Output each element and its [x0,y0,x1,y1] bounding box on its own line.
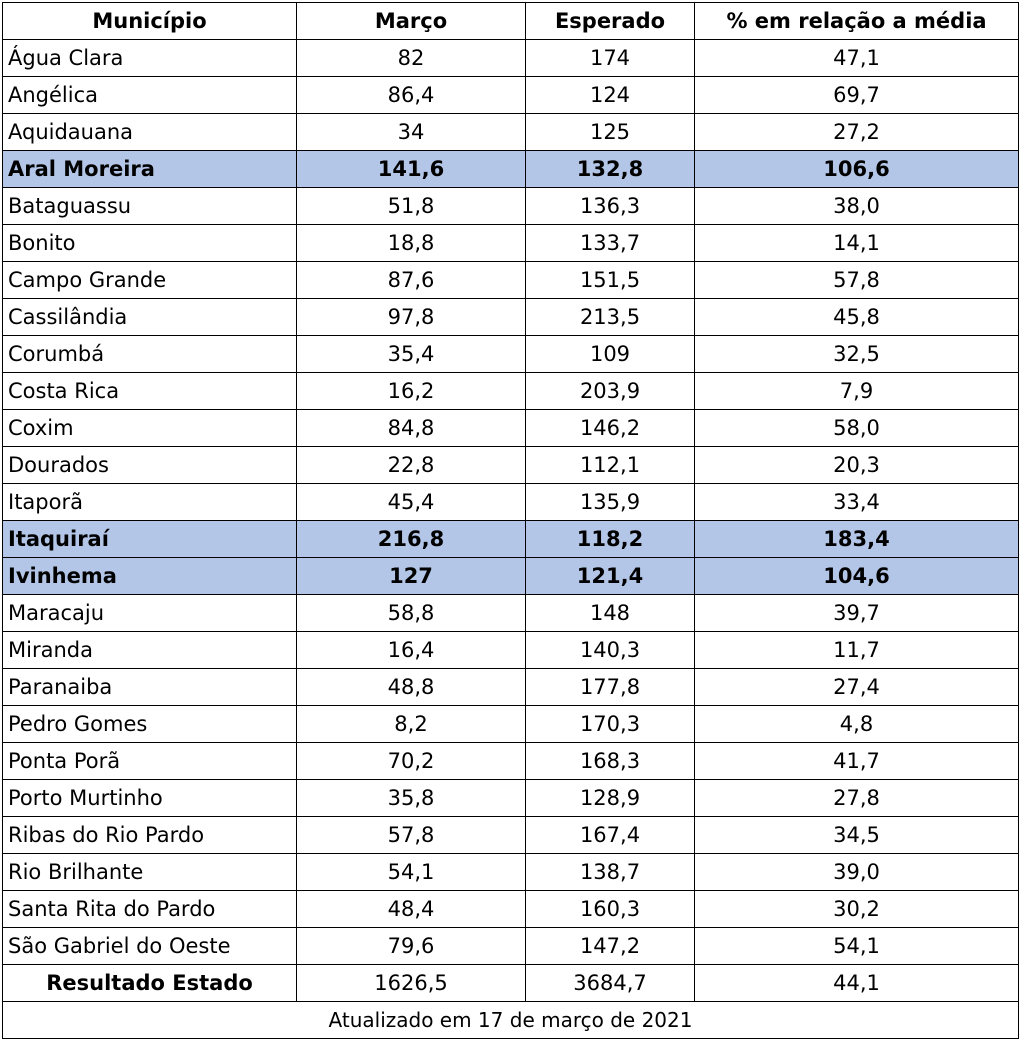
table-row [3,854,1019,891]
cell-municipio: Ivinhema [3,558,297,595]
cell-esperado: 174 [526,40,695,77]
cell-marco: 79,6 [297,928,526,965]
cell-municipio: Aral Moreira [3,151,297,188]
cell-esperado: 151,5 [526,262,695,299]
total-percent: 44,1 [695,965,1019,1002]
cell-esperado: 128,9 [526,780,695,817]
cell-percent: 33,4 [695,484,1019,521]
table-row [3,706,1019,743]
cell-esperado: 168,3 [526,743,695,780]
cell-esperado: 160,3 [526,891,695,928]
table-row [3,595,1019,632]
cell-percent: 39,0 [695,854,1019,891]
table-row [3,780,1019,817]
updated-note: Atualizado em 17 de março de 2021 [3,1002,1019,1039]
cell-marco: 70,2 [297,743,526,780]
header-row [3,3,1019,40]
cell-percent: 69,7 [695,77,1019,114]
cell-municipio: Costa Rica [3,373,297,410]
footer-row [3,1002,1019,1039]
table-row [3,336,1019,373]
cell-marco: 8,2 [297,706,526,743]
cell-municipio: Itaquiraí [3,521,297,558]
cell-percent: 32,5 [695,336,1019,373]
cell-marco: 216,8 [297,521,526,558]
cell-marco: 58,8 [297,595,526,632]
cell-municipio: Itaporã [3,484,297,521]
table-row [3,262,1019,299]
cell-esperado: 133,7 [526,225,695,262]
rainfall-table [2,2,1019,1039]
cell-percent: 20,3 [695,447,1019,484]
cell-percent: 27,8 [695,780,1019,817]
table-row [3,928,1019,965]
cell-esperado: 148 [526,595,695,632]
cell-marco: 22,8 [297,447,526,484]
cell-municipio: Bataguassu [3,188,297,225]
table-row [3,410,1019,447]
cell-percent: 58,0 [695,410,1019,447]
cell-esperado: 135,9 [526,484,695,521]
cell-municipio: Ribas do Rio Pardo [3,817,297,854]
total-row [3,965,1019,1002]
cell-municipio: Maracaju [3,595,297,632]
cell-municipio: Água Clara [3,40,297,77]
cell-marco: 51,8 [297,188,526,225]
cell-marco: 84,8 [297,410,526,447]
cell-percent: 30,2 [695,891,1019,928]
cell-marco: 18,8 [297,225,526,262]
cell-municipio: Santa Rita do Pardo [3,891,297,928]
cell-municipio: Pedro Gomes [3,706,297,743]
cell-percent: 27,4 [695,669,1019,706]
cell-percent: 54,1 [695,928,1019,965]
cell-marco: 97,8 [297,299,526,336]
table-row [3,447,1019,484]
cell-marco: 34 [297,114,526,151]
cell-percent: 7,9 [695,373,1019,410]
table-row [3,484,1019,521]
cell-percent: 41,7 [695,743,1019,780]
cell-percent: 57,8 [695,262,1019,299]
cell-percent: 14,1 [695,225,1019,262]
cell-esperado: 213,5 [526,299,695,336]
table-row [3,632,1019,669]
cell-marco: 16,2 [297,373,526,410]
cell-marco: 48,8 [297,669,526,706]
cell-municipio: Cassilândia [3,299,297,336]
cell-municipio: São Gabriel do Oeste [3,928,297,965]
table-row [3,817,1019,854]
cell-municipio: Porto Murtinho [3,780,297,817]
header-percent: % em relação a média [695,3,1019,40]
total-label: Resultado Estado [3,965,297,1002]
header-marco: Março [297,3,526,40]
cell-marco: 57,8 [297,817,526,854]
cell-percent: 47,1 [695,40,1019,77]
cell-municipio: Rio Brilhante [3,854,297,891]
cell-esperado: 147,2 [526,928,695,965]
cell-esperado: 138,7 [526,854,695,891]
cell-marco: 87,6 [297,262,526,299]
cell-percent: 34,5 [695,817,1019,854]
table-row [3,891,1019,928]
cell-esperado: 132,8 [526,151,695,188]
cell-esperado: 109 [526,336,695,373]
cell-marco: 127 [297,558,526,595]
cell-percent: 11,7 [695,632,1019,669]
total-marco: 1626,5 [297,965,526,1002]
header-municipio: Município [3,3,297,40]
cell-esperado: 125 [526,114,695,151]
cell-esperado: 167,4 [526,817,695,854]
cell-esperado: 121,4 [526,558,695,595]
table-row [3,225,1019,262]
cell-marco: 48,4 [297,891,526,928]
cell-municipio: Corumbá [3,336,297,373]
table-row [3,40,1019,77]
cell-percent: 183,4 [695,521,1019,558]
cell-municipio: Coxim [3,410,297,447]
table-row [3,114,1019,151]
cell-esperado: 112,1 [526,447,695,484]
cell-municipio: Dourados [3,447,297,484]
cell-municipio: Bonito [3,225,297,262]
cell-municipio: Campo Grande [3,262,297,299]
table-row [3,188,1019,225]
table-row [3,151,1019,188]
cell-percent: 45,8 [695,299,1019,336]
cell-municipio: Ponta Porã [3,743,297,780]
cell-esperado: 124 [526,77,695,114]
table-row [3,299,1019,336]
table-row [3,669,1019,706]
cell-esperado: 203,9 [526,373,695,410]
cell-marco: 141,6 [297,151,526,188]
cell-esperado: 136,3 [526,188,695,225]
table-row [3,373,1019,410]
cell-percent: 104,6 [695,558,1019,595]
cell-marco: 35,8 [297,780,526,817]
table-row [3,743,1019,780]
cell-municipio: Aquidauana [3,114,297,151]
cell-marco: 86,4 [297,77,526,114]
cell-percent: 27,2 [695,114,1019,151]
cell-esperado: 170,3 [526,706,695,743]
header-esperado: Esperado [526,3,695,40]
cell-marco: 82 [297,40,526,77]
cell-municipio: Paranaiba [3,669,297,706]
cell-esperado: 140,3 [526,632,695,669]
cell-marco: 16,4 [297,632,526,669]
table-row [3,77,1019,114]
cell-municipio: Angélica [3,77,297,114]
table-body [3,40,1019,965]
cell-percent: 4,8 [695,706,1019,743]
cell-marco: 54,1 [297,854,526,891]
cell-esperado: 118,2 [526,521,695,558]
table-row [3,521,1019,558]
total-esperado: 3684,7 [526,965,695,1002]
cell-percent: 39,7 [695,595,1019,632]
cell-esperado: 177,8 [526,669,695,706]
cell-esperado: 146,2 [526,410,695,447]
cell-municipio: Miranda [3,632,297,669]
cell-percent: 106,6 [695,151,1019,188]
cell-marco: 45,4 [297,484,526,521]
cell-marco: 35,4 [297,336,526,373]
table-row [3,558,1019,595]
cell-percent: 38,0 [695,188,1019,225]
